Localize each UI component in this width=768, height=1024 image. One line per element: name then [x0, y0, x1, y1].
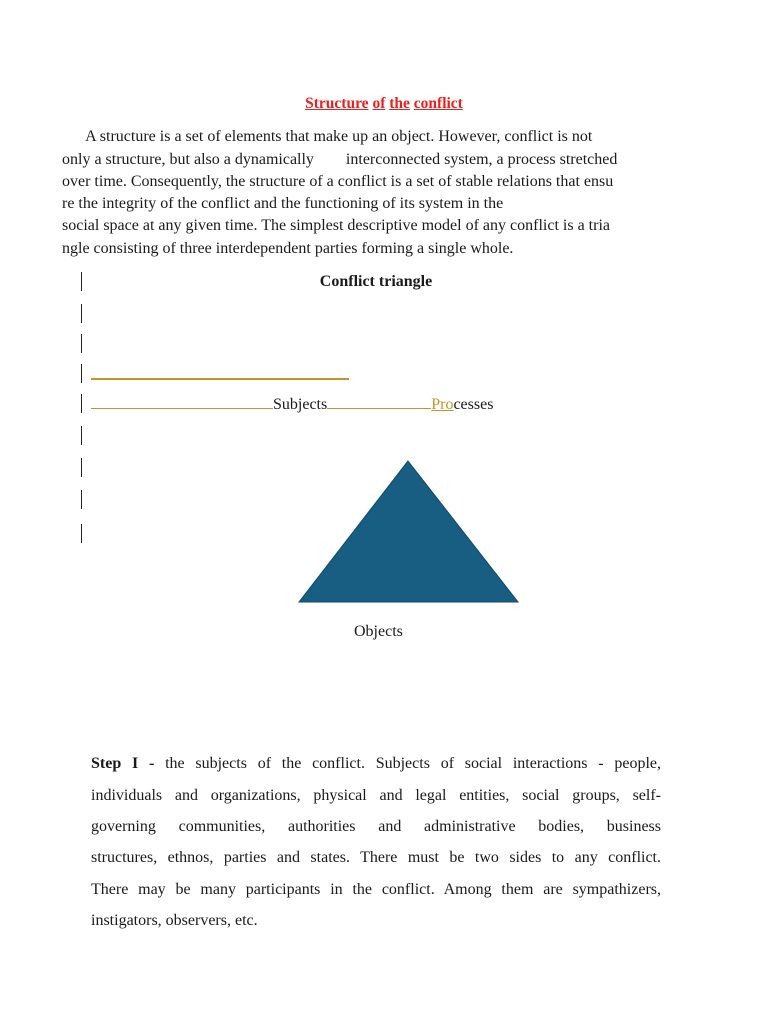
label-processes-suffix: cesses [453, 396, 494, 413]
conflict-triangle [298, 460, 520, 604]
step-lead: Step I - [91, 755, 155, 772]
paragraph-line: only a structure, but also a dynamically interconnected system, a process stretched [62, 151, 618, 168]
vertical-bar [81, 426, 82, 445]
gold-underline [91, 394, 273, 409]
step-line: structures, ethnos, parties and states. There must be two sides to any conflict. [91, 849, 661, 866]
vertical-bar [81, 272, 82, 291]
step-line [91, 754, 661, 774]
label-processes-prefix: Pro [431, 396, 454, 413]
paragraph-line: social space at any given time. The simplest descriptive model of any conflict is a tria [62, 217, 610, 234]
step-line: governing communities, authorities and administrative bodies, business [91, 818, 661, 835]
title-word: the [389, 95, 410, 112]
diagram-heading: Conflict triangle [319, 273, 433, 290]
step-text: the subjects of the conflict. Subjects of social interactions - people, [154, 755, 662, 772]
paragraph-line: over time. Consequently, the structure of a conflict is a set of stable relations that ensu [62, 173, 614, 190]
step-line: individuals and organizations, physical and legal entities, social groups, self- [91, 787, 661, 804]
vertical-bar [81, 394, 82, 413]
title-word: conflict [413, 95, 463, 112]
vertical-bar [81, 490, 82, 509]
gold-divider-line [91, 378, 349, 380]
triangle-shape [299, 461, 518, 602]
paragraph-line: ngle consisting of three interdependent parties forming a single whole. [62, 240, 514, 257]
vertical-bar [81, 524, 82, 543]
paragraph-line: A structure is a set of elements that make up an object. However, conflict is not [62, 128, 593, 145]
gold-underline [327, 394, 431, 409]
label-objects: Objects [354, 623, 403, 640]
title-word: of [372, 95, 386, 112]
label-subjects: Subjects [273, 396, 328, 413]
vertical-bar [81, 304, 82, 323]
step-line: There may be many participants in the conflict. Among them are sympathizers, [91, 881, 661, 898]
vertical-bar [81, 364, 82, 383]
vertical-bar [81, 458, 82, 477]
page-title [0, 95, 768, 113]
title-word: Structure [305, 95, 369, 112]
step-line: instigators, observers, etc. [91, 912, 258, 929]
paragraph-line: re the integrity of the conflict and the functioning of its system in the [62, 195, 504, 212]
vertical-bar [81, 334, 82, 353]
diagram-labels-row [91, 394, 493, 414]
